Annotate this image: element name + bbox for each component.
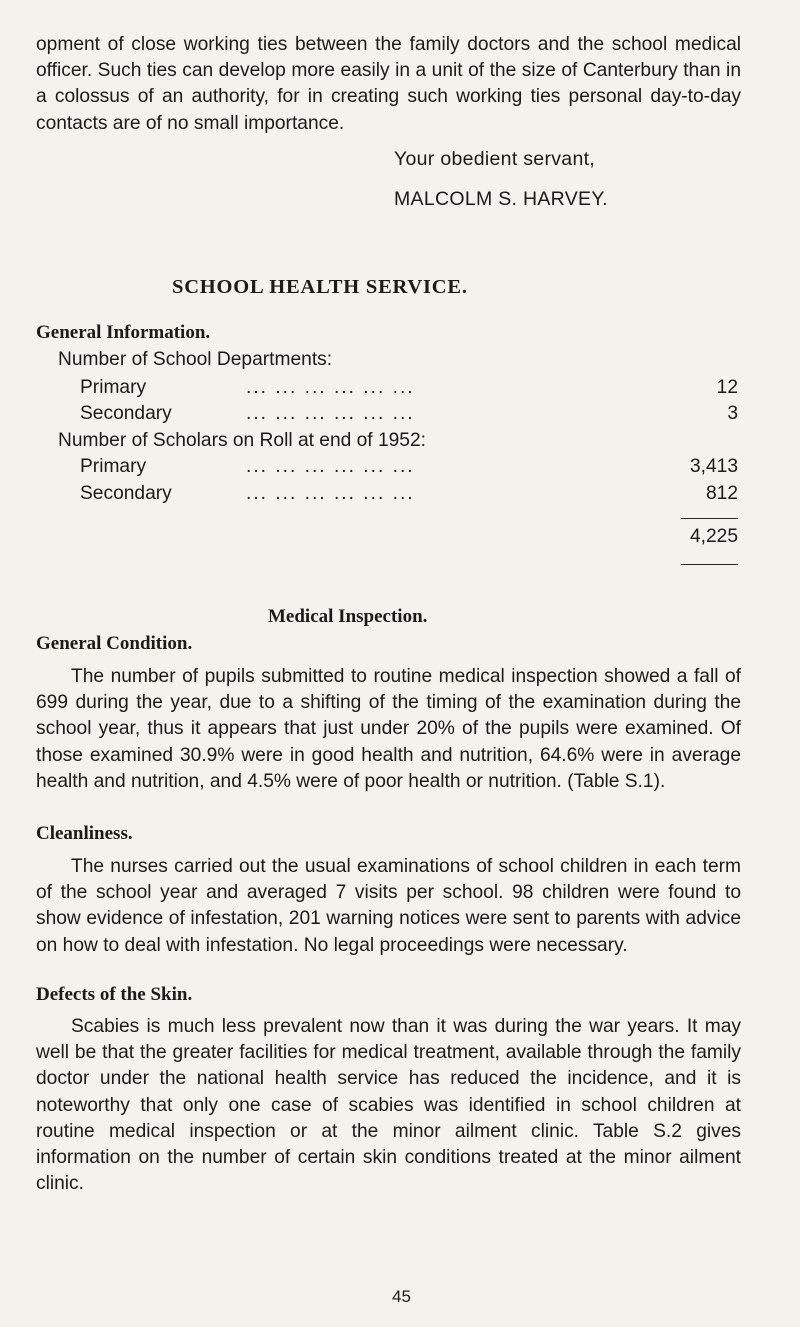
scholars-secondary-value: 812	[705, 483, 738, 504]
departments-secondary-label: Secondary	[80, 403, 172, 424]
intro-paragraph: opment of close working ties between the family doctors and the school medical officer. Such ties can develop more easily in a unit of the size of Canterbury than in a colossus of an authority, for in creating such working ties personal day-to-day contacts are of no small importance.	[36, 34, 741, 134]
total-rule-bottom	[681, 564, 738, 565]
scholars-total-value: 4,225	[689, 526, 738, 547]
cleanliness-paragraph: The nurses carried out the usual examinations of school children in each term of the school year and averaged 7 visits per school. 98 children were found to show evidence of infestation, 201 warning notices were sent to parents with advice on how to deal with infestation. No legal proceedings were necessary.	[36, 856, 741, 956]
scholars-primary-label: Primary	[80, 456, 147, 477]
skin-defects-heading: Defects of the Skin.	[36, 984, 193, 1005]
signature: MALCOLM S. HARVEY.	[394, 188, 608, 210]
cleanliness-heading: Cleanliness.	[36, 823, 133, 844]
leader-dots: ... ... ... ... ... ...	[246, 456, 415, 477]
scholars-secondary-label: Secondary	[80, 483, 172, 504]
section-title: SCHOOL HEALTH SERVICE.	[172, 276, 468, 298]
leader-dots: ... ... ... ... ... ...	[246, 377, 415, 398]
leader-dots: ... ... ... ... ... ...	[246, 483, 415, 504]
scholars-label: Number of Scholars on Roll at end of 1952:	[58, 430, 426, 451]
general-condition-heading: General Condition.	[36, 633, 193, 654]
total-rule-top	[681, 518, 738, 519]
page-number: 45	[392, 1287, 411, 1306]
leader-dots: ... ... ... ... ... ...	[246, 403, 415, 424]
general-condition-paragraph: The number of pupils submitted to routine medical inspection showed a fall of 699 during the year, due to a shifting of the timing of the examination during the school year, thus it appears that just under 20% of the pupils were examined. Of those examined 30.9% were in good health and nutrition, 64.6% were in average health and nutrition, and 4.5% were of poor health or nutrition. (Table S.1).	[36, 666, 741, 792]
departments-secondary-value: 3	[727, 403, 738, 424]
scholars-primary-value: 3,413	[689, 456, 738, 477]
departments-primary-value: 12	[716, 377, 738, 398]
medical-inspection-heading: Medical Inspection.	[268, 606, 428, 627]
skin-defects-paragraph: Scabies is much less prevalent now than it was during the war years. It may well be that the greater facilities for medical treatment, available through the family doctor under the national health service has reduced the incidence, and it is noteworthy that only one case of scabies was identified in school children at routine medical inspection or at the minor ailment clinic. Table S.2 gives information on the number of certain skin conditions treated at the minor ailment clinic.	[36, 1016, 741, 1195]
general-information-heading: General Information.	[36, 322, 211, 343]
departments-primary-label: Primary	[80, 377, 147, 398]
departments-label: Number of School Departments:	[58, 349, 333, 370]
closing-salutation: Your obedient servant,	[394, 148, 596, 170]
